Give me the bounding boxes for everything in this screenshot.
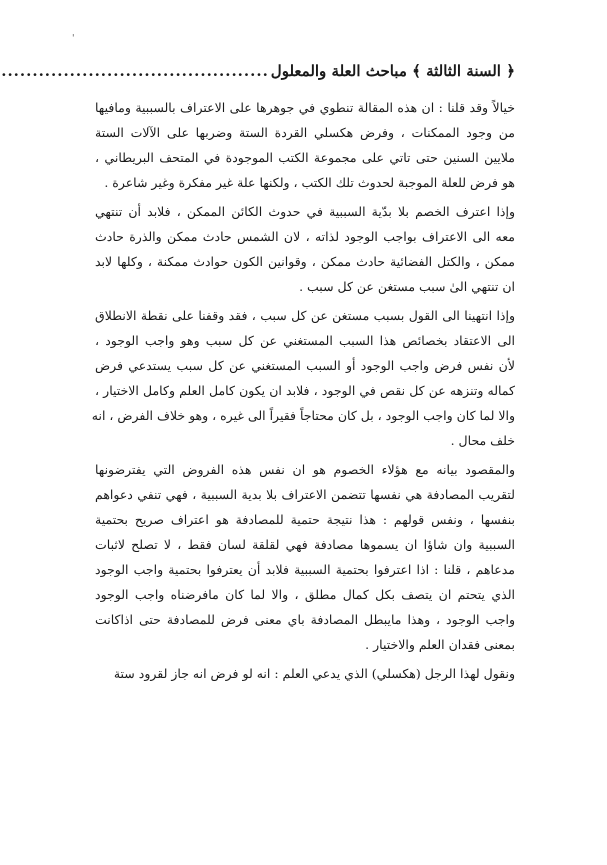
text-line: بمعنى فقدان العلم والاختيار . — [365, 637, 515, 652]
running-header — [1, 62, 515, 80]
text-line: مدعاهم ، قلنا : اذا اعترفوا بحتمية السببية فلابد أن يعترفوا بحتمية واجب الوجود — [95, 562, 515, 577]
text-line: كماله وتنزهه عن كل نقص في الوجود ، فلابد ان يكون كامل العلم وكامل الاختيار ، — [95, 383, 515, 398]
text-line: ان تنتهي الىٰ سبب مستغن عن كل سبب . — [299, 279, 515, 294]
text-line: وإذا اعترف الخصم بلا بدّية السببية في حدوث الكائن الممكن ، فلابد أن تنتهي — [95, 204, 515, 219]
text-line: والا لما كان واجب الوجود ، بل كان محتاجاً فقيراً الى غيره ، وهو خلاف الفرض ، انه — [91, 408, 515, 423]
text-line: ممكن ، والكتل الفضائية حادث ممكن ، وقوانين الكون حوادث ممكنة ، وكلها لابد — [95, 254, 515, 269]
text-line: والمقصود بيانه مع هؤلاء الخصوم هو ان نفس هذه الفروض التي يفترضونها — [95, 462, 515, 477]
text-line: من وجود الممكنات ، وفرض هكسلي القردة الستة وضربها على الآلات الستة — [95, 125, 515, 140]
text-line: معه الى الاعتراف بواجب الوجود لذاته ، لان الشمس حادث ممكن والذرة حادث — [95, 229, 515, 244]
text-line: السببية وان شاؤا ان يسموها مصادفة فهي لقلقة لسان فقط ، لا تصلح لاثبات — [95, 537, 515, 552]
paragraph — [95, 95, 515, 195]
text-line: خلف محال . — [450, 433, 515, 448]
text-line: وإذا انتهينا الى القول بسبب مستغن عن كل سبب ، فقد وقفنا على نقطة الانطلاق — [95, 308, 515, 323]
text-line: الذي يتحتم ان يتصف بكل كمال مطلق ، والا لما كان مافرضناه واجب الوجود — [95, 587, 515, 602]
corner-mark: ' — [72, 34, 75, 44]
text-line: واجب الوجود ، وهذا مايبطل المصادفة باي معنى فرض للمصادفة حتى اذاكانت — [95, 612, 515, 627]
text-line: بنفسها ، ونفس قولهم : هذا نتيجة حتمية للمصادفة هو اعتراف صريح بحتمية — [95, 512, 515, 527]
text-line: لأن نفس فرض واجب الوجود أو السبب المستغني عن كل سبب يستدعي فرض — [95, 358, 515, 373]
header-title: ﴿ السنة الثالثة ﴾ مباحث العلة والمعلول — [270, 62, 515, 80]
body-text — [91, 95, 515, 690]
text-line: لتقريب المصادفة هي نفسها تتضمن الاعتراف بلا بدية السببية ، فهي تنفي دعواهم — [95, 487, 515, 502]
text-line: ملايين السنين حتى تاتي على مجموعة الكتب الموجودة في المتحف البريطاني ، — [95, 150, 515, 165]
paragraph — [91, 303, 515, 453]
text-line: هو فرض للعلة الموجبة لحدوث تلك الكتب ، ولكنها علة غير مفكرة وغير شاعرة . — [104, 175, 515, 190]
header-leader-dots: ........................................... — [1, 62, 269, 80]
paragraph — [95, 661, 515, 686]
paragraph — [95, 199, 515, 299]
text-line: خيالاً وقد قلنا : ان هذه المقالة تنطوي في جوهرها على الاعتراف بالسببية ومافيها — [95, 100, 515, 115]
text-line: الى الاعتقاد بخصائص هذا السبب المستغني عن كل سبب وهو واجب الوجود ، — [95, 333, 515, 348]
text-line: ونقول لهذا الرجل (هكسلي) الذي يدعي العلم : انه لو فرض انه جاز لقرود ستة — [113, 666, 515, 681]
paragraph — [95, 457, 515, 657]
